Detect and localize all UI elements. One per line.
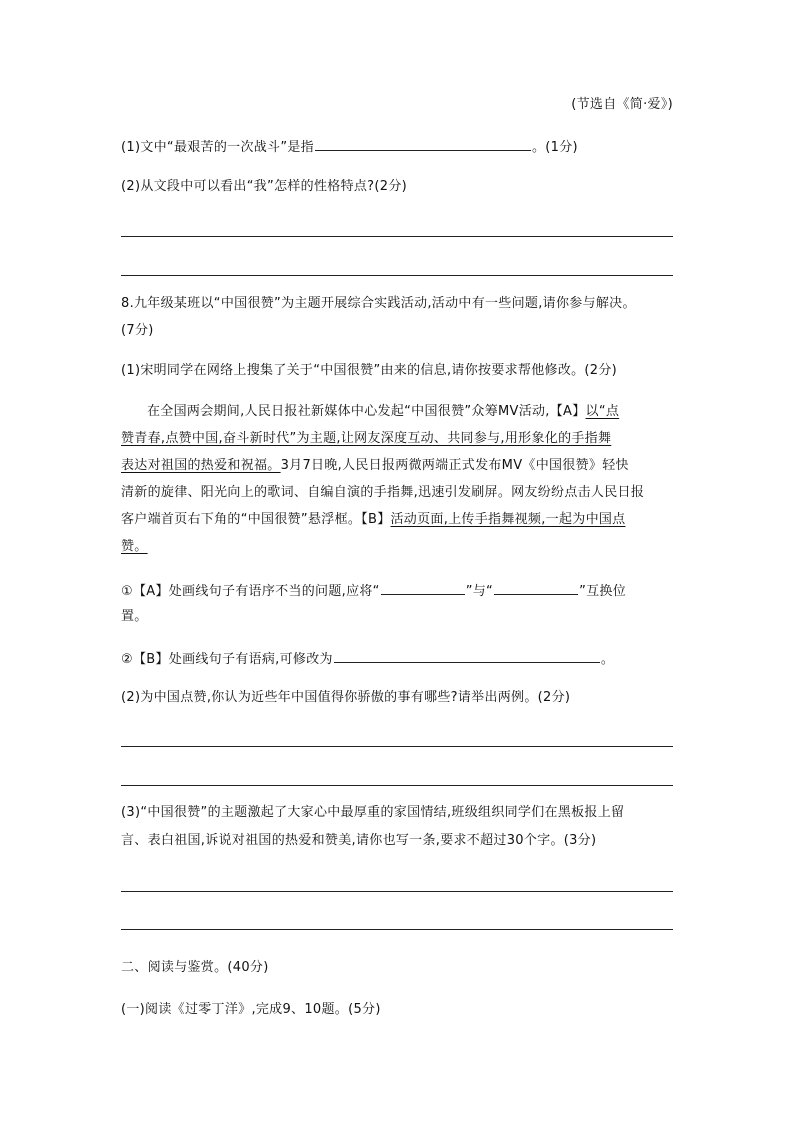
section2-title: 二、阅读与鉴赏。(40分) (121, 960, 269, 975)
underlined-sentence-a: 赞青春,点赞中国,奋斗新时代”为主题,让网友深度互动、共同参与,用形象化的手指舞 (121, 431, 612, 446)
underlined-sentence-a: 以“点 (585, 404, 620, 419)
passage-text: 3月7日晚,人民日报两微两端正式发布MV《中国很赞》轻快 (280, 458, 629, 473)
sub2-text: 。 (600, 652, 615, 667)
passage-line (121, 510, 625, 530)
passage-text: 客户端首页右下角的“中国很赞”悬浮框。【B】 (121, 512, 391, 527)
sub2-text: ②【B】处画线句子有语病,可修改为 (121, 652, 333, 667)
q8-sub1 (121, 580, 626, 602)
q8-stem: 8.九年级某班以“中国很赞”为主题开展综合实践活动,活动中有一些问题,请你参与解决。 (121, 296, 636, 311)
q8-sub1-cont: 置。 (121, 609, 148, 624)
q7-part2: (2)从文段中可以看出“我”怎样的性格特点?(2分) (121, 179, 407, 194)
q8-part3: (3)“中国很赞”的主题激起了大家心中最厚重的家国情结,班级组织同学们在黑板报上留 (121, 805, 625, 820)
q8-stem-score: (7分) (121, 323, 154, 338)
answer-line[interactable] (121, 785, 673, 786)
underlined-sentence-b: 赞。 (121, 539, 148, 554)
answer-line[interactable] (121, 275, 673, 276)
answer-line[interactable] (121, 746, 673, 747)
answer-line[interactable] (121, 891, 673, 892)
source-note: (节选自《简·爱》) (571, 97, 673, 112)
sub1-text: ”互换位 (579, 584, 627, 599)
q8-part2: (2)为中国点赞,你认为近些年中国值得你骄傲的事有哪些?请举出两例。(2分) (121, 690, 571, 705)
answer-line[interactable] (121, 236, 673, 237)
sub1-text: ”与“ (465, 584, 494, 599)
answer-blank[interactable] (494, 580, 578, 595)
q7-part1-text: (1)文中“最艰苦的一次战斗”是指 (121, 140, 314, 155)
passage-text: 在全国两会期间,人民日报社新媒体中心发起“中国很赞”众筹MV活动,【A】 (147, 404, 586, 419)
answer-line[interactable] (121, 929, 673, 930)
underlined-sentence-a: 表达对祖国的热爱和祝福。 (121, 458, 281, 473)
q8-part3-cont: 言、表白祖国,诉说对祖国的热爱和赞美,请你也写一条,要求不超过30个字。(3分) (121, 833, 597, 848)
q7-part1 (121, 136, 578, 158)
answer-blank[interactable] (381, 580, 465, 595)
answer-blank[interactable] (315, 136, 531, 151)
underlined-sentence-b: 活动页面,上传手指舞视频,一起为中国点 (390, 512, 626, 527)
sub1-text: ①【A】处画线句子有语序不当的问题,应将“ (121, 584, 380, 599)
passage-line (147, 402, 619, 422)
answer-blank[interactable] (334, 648, 600, 663)
passage-line: 清新的旋律、阳光向上的歌词、自编自演的手指舞,迅速引发刷屏。网友纷纷点击人民日报 (121, 485, 645, 500)
passage-line (121, 456, 629, 476)
q8-part1: (1)宋明同学在网络上搜集了关于“中国很赞”由来的信息,请你按要求帮他修改。(2分) (121, 363, 618, 378)
q7-part1-score: 。(1分) (531, 140, 578, 155)
q8-sub2 (121, 648, 614, 670)
section2-sub1: (一)阅读《过零丁洋》,完成9、10题。(5分) (121, 1002, 381, 1017)
